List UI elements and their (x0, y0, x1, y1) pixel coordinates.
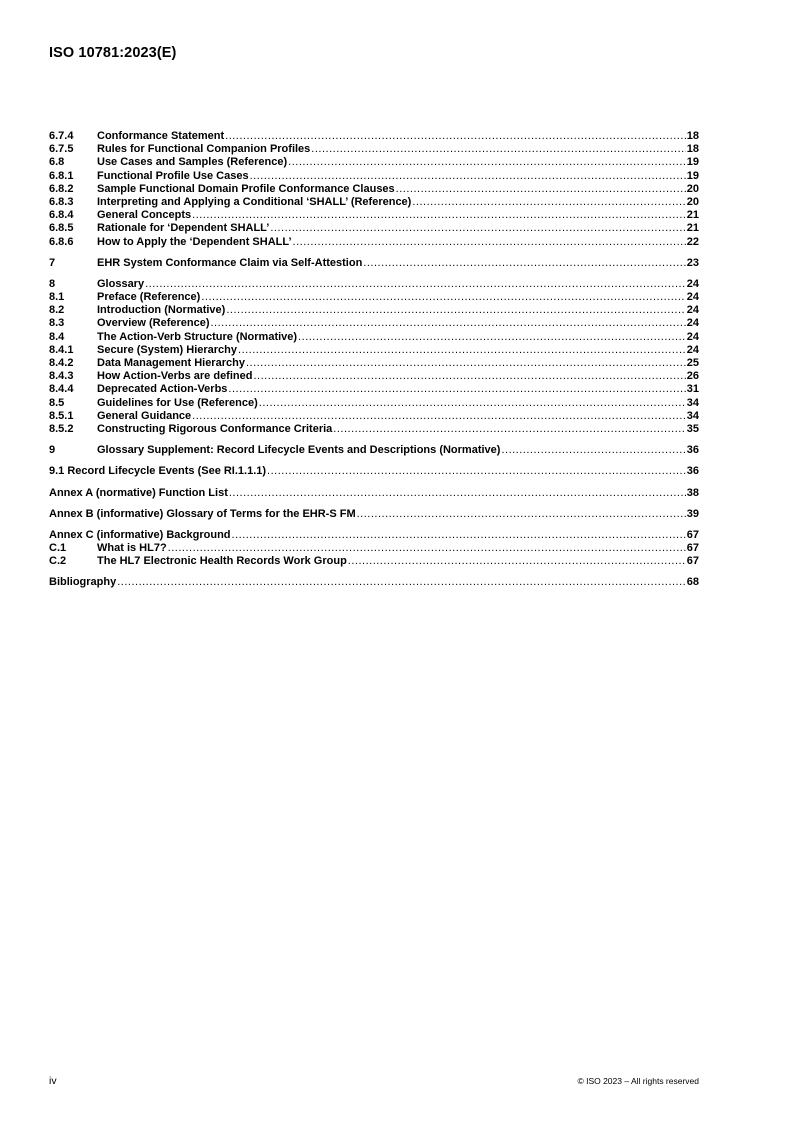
toc-entry-title: Data Management Hierarchy (97, 357, 245, 369)
toc-entry-number: 9 (49, 444, 56, 457)
toc-entry-number: 8.4.2 (49, 357, 74, 369)
toc-entry-title: Introduction (Normative) (97, 304, 226, 317)
toc-dot-leader (192, 209, 686, 222)
toc-entry[interactable] (49, 183, 699, 196)
toc-dot-leader (270, 222, 685, 235)
toc-entry-number: 8 (49, 277, 56, 290)
toc-dot-leader (250, 170, 686, 183)
toc-entry[interactable] (49, 397, 699, 410)
toc-entry-title: Annex C (informative) Background (49, 528, 231, 541)
toc-entry[interactable] (49, 487, 699, 500)
document-id: ISO 10781:2023(E) (49, 45, 177, 61)
toc-entry-title: Rules for Functional Companion Profiles (97, 143, 311, 156)
toc-entry[interactable] (49, 331, 699, 344)
toc-entry[interactable] (49, 410, 699, 423)
toc-entry-number: 8.5.1 (49, 409, 74, 422)
toc-entry-page: 24 (686, 304, 699, 317)
toc-entry-title: Sample Functional Domain Profile Conformance Clauses (97, 182, 395, 195)
toc-entry[interactable] (49, 423, 699, 436)
page-number: iv (49, 1075, 57, 1087)
toc-dot-leader (211, 317, 686, 330)
toc-entry-page: 36 (686, 465, 699, 478)
toc-dot-leader (333, 423, 685, 436)
toc-dot-leader (412, 196, 685, 209)
toc-entry-title: Interpreting and Applying a Conditional ‘SHALL’ (Reference) (97, 195, 412, 208)
toc-entry-number: 6.7.5 (49, 143, 74, 156)
toc-entry-page: 34 (686, 409, 699, 422)
toc-entry-number: C.2 (49, 555, 67, 568)
toc-entry[interactable] (49, 209, 699, 222)
toc-entry[interactable] (49, 170, 699, 183)
toc-entry-title: Secure (System) Hierarchy (97, 343, 238, 356)
toc-entry-title: Guidelines for Use (Reference) (97, 396, 258, 409)
toc-entry-number: 8.4.1 (49, 343, 74, 356)
toc-entry-page: 67 (686, 555, 699, 568)
toc-entry-title: Annex B (informative) Glossary of Terms for the EHR-S FM (49, 507, 356, 520)
toc-dot-leader (501, 444, 685, 457)
toc-entry-page: 20 (686, 182, 699, 195)
toc-dot-leader (168, 542, 686, 555)
toc-entry-number: 7 (49, 256, 56, 269)
toc-dot-leader (298, 331, 686, 344)
toc-entry-page: 24 (686, 330, 699, 343)
toc-entry[interactable] (49, 257, 699, 270)
toc-entry[interactable] (49, 508, 699, 521)
toc-entry-title: Deprecated Action-Verbs (97, 383, 228, 396)
toc-entry-page: 20 (686, 195, 699, 208)
toc-entry-number: 6.8.4 (49, 209, 74, 222)
toc-entry[interactable] (49, 444, 699, 457)
toc-entry-title: EHR System Conformance Claim via Self-Attestion (97, 256, 363, 269)
toc-entry-page: 24 (686, 277, 699, 290)
toc-entry[interactable] (49, 465, 699, 478)
toc-dot-leader (253, 370, 685, 383)
toc-dot-leader (363, 257, 685, 270)
toc-entry-page: 67 (686, 542, 699, 555)
toc-entry[interactable] (49, 542, 699, 555)
toc-entry-number: C.1 (49, 542, 67, 555)
toc-entry[interactable] (49, 291, 699, 304)
toc-entry-page: 34 (686, 396, 699, 409)
toc-entry[interactable] (49, 222, 699, 235)
toc-entry-page: 22 (686, 235, 699, 248)
toc-entry[interactable] (49, 555, 699, 568)
toc-entry-title: How Action-Verbs are defined (97, 370, 253, 383)
toc-entry[interactable] (49, 143, 699, 156)
toc-entry-title: Rationale for ‘Dependent SHALL’ (97, 222, 270, 235)
toc-entry-number: 8.2 (49, 304, 65, 317)
toc-entry[interactable] (49, 344, 699, 357)
toc-entry-page: 35 (686, 422, 699, 435)
toc-entry-title: Bibliography (49, 576, 117, 589)
toc-dot-leader (229, 487, 686, 500)
toc-dot-leader (259, 397, 686, 410)
toc-entry-page: 68 (686, 576, 699, 589)
toc-entry-page: 19 (686, 156, 699, 169)
toc-entry[interactable] (49, 278, 699, 291)
toc-entry-title: 9.1 Record Lifecycle Events (See RI.1.1.1) (49, 465, 267, 478)
toc-dot-leader (225, 130, 686, 143)
toc-entry[interactable] (49, 317, 699, 330)
toc-dot-leader (267, 465, 686, 478)
toc-entry-number: 6.8.1 (49, 169, 74, 182)
toc-entry-page: 21 (686, 209, 699, 222)
toc-entry-page: 38 (686, 486, 699, 499)
toc-entry-page: 19 (686, 169, 699, 182)
toc-entry-title: How to Apply the ‘Dependent SHALL’ (97, 235, 292, 248)
toc-entry-number: 8.5.2 (49, 422, 74, 435)
toc-dot-leader (246, 357, 686, 370)
toc-dot-leader (238, 344, 686, 357)
toc-dot-leader (145, 278, 686, 291)
toc-entry[interactable] (49, 130, 699, 143)
toc-entry-title: Overview (Reference) (97, 317, 210, 330)
toc-entry-page: 21 (686, 222, 699, 235)
toc-entry[interactable] (49, 156, 699, 169)
toc-entry-number: 8.4.4 (49, 383, 74, 396)
toc-entry-title: General Concepts (97, 209, 192, 222)
toc-entry-title: Annex A (normative) Function List (49, 486, 228, 499)
toc-entry-page: 24 (686, 291, 699, 304)
toc-entry[interactable] (49, 357, 699, 370)
toc-entry-title: Functional Profile Use Cases (97, 169, 249, 182)
toc-entry-title: General Guidance (97, 409, 192, 422)
toc-entry-title: What is HL7? (97, 542, 167, 555)
toc-entry-number: 8.4.3 (49, 370, 74, 383)
table-of-contents (49, 130, 699, 590)
toc-dot-leader (348, 555, 686, 568)
toc-entry-number: 6.8.2 (49, 182, 74, 195)
toc-dot-leader (311, 143, 685, 156)
toc-dot-leader (228, 383, 685, 396)
toc-dot-leader (201, 291, 685, 304)
toc-entry-number: 8.1 (49, 291, 65, 304)
toc-entry-number: 6.8.3 (49, 195, 74, 208)
toc-entry[interactable] (49, 529, 699, 542)
toc-entry-title: The HL7 Electronic Health Records Work Group (97, 555, 347, 568)
toc-entry-title: Glossary Supplement: Record Lifecycle Events and Descriptions (Normative) (97, 444, 501, 457)
toc-entry-title: The Action-Verb Structure (Normative) (97, 330, 298, 343)
copyright-notice: © ISO 2023 – All rights reserved (577, 1076, 699, 1086)
toc-entry-page: 67 (686, 528, 699, 541)
toc-entry-number: 6.8.6 (49, 235, 74, 248)
toc-entry-page: 23 (686, 256, 699, 269)
toc-entry-page: 25 (686, 357, 699, 369)
toc-entry-number: 8.4 (49, 330, 65, 343)
toc-entry[interactable] (49, 304, 699, 317)
toc-entry[interactable] (49, 370, 699, 383)
toc-dot-leader (192, 410, 686, 423)
toc-entry-number: 6.8 (49, 156, 65, 169)
toc-dot-leader (117, 576, 686, 589)
toc-entry-page: 24 (686, 343, 699, 356)
toc-dot-leader (293, 236, 686, 249)
toc-entry-page: 18 (686, 143, 699, 156)
toc-entry[interactable] (49, 196, 699, 209)
toc-entry-page: 18 (686, 130, 699, 142)
toc-entry-title: Glossary (97, 277, 145, 290)
toc-dot-leader (232, 529, 686, 542)
toc-entry-number: 6.7.4 (49, 130, 74, 142)
toc-dot-leader (357, 508, 686, 521)
toc-dot-leader (288, 156, 686, 169)
toc-entry-title: Preface (Reference) (97, 291, 201, 304)
toc-entry-number: 8.3 (49, 317, 65, 330)
toc-entry[interactable] (49, 576, 699, 589)
toc-dot-leader (226, 304, 685, 317)
toc-entry-page: 31 (686, 383, 699, 396)
toc-entry[interactable] (49, 236, 699, 249)
toc-entry-title: Conformance Statement (97, 130, 225, 142)
toc-dot-leader (396, 183, 686, 196)
toc-entry-page: 24 (686, 317, 699, 330)
toc-entry-page: 39 (686, 507, 699, 520)
toc-entry-title: Use Cases and Samples (Reference) (97, 156, 288, 169)
toc-entry[interactable] (49, 383, 699, 396)
toc-entry-page: 36 (686, 444, 699, 457)
toc-entry-page: 26 (686, 370, 699, 383)
toc-entry-number: 8.5 (49, 396, 65, 409)
toc-entry-title: Constructing Rigorous Conformance Criteria (97, 422, 333, 435)
toc-entry-number: 6.8.5 (49, 222, 74, 235)
